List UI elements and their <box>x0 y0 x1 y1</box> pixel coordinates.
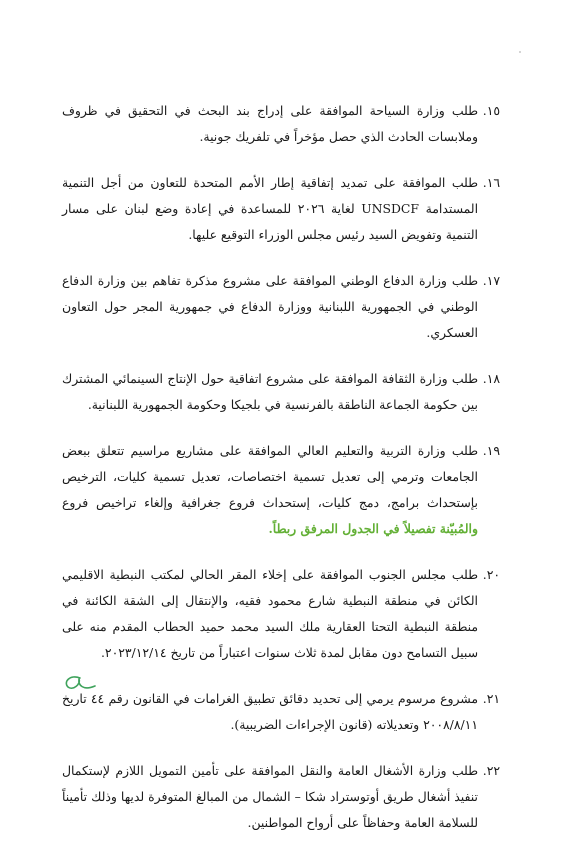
agenda-item-21 <box>62 686 500 738</box>
agenda-item-18 <box>62 366 500 418</box>
item-text: طلب الموافقة على تمديد إتفاقية إطار الأمم المتحدة للتعاون من أجل التنمية المستدامة UNSDCF لغاية ٢٠٢٦ للمساعدة في إعادة وضع لبنان على مسار التنمية وتفويض السيد رئيس مجلس الوزراء التوقيع عليها. <box>62 175 479 242</box>
item-text: طلب وزارة الثقافة الموافقة على مشروع اتفاقية حول الإنتاج السينمائي المشترك بين حكومة الجماعة الناطقة بالفرنسية في بلجيكا وحكومة الجمهورية اللبنانية. <box>62 371 478 412</box>
highlighted-reference: والمُبيّنة تفصيلاً في الجدول المرفق ربطاً. <box>268 521 478 536</box>
agenda-item-19 <box>62 438 500 542</box>
item-number: ٢١. <box>482 691 500 706</box>
item-text: مشروع مرسوم يرمي إلى تحديد دقائق تطبيق الغرامات في القانون رقم ٤٤ تاريخ ٢٠٠٨/٨/١١ وتعديلاته (قانون الإجراءات الضريبية). <box>62 691 478 732</box>
item-number: ٢٠. <box>482 567 500 582</box>
item-number: ١٩. <box>482 443 500 458</box>
agenda-item-20 <box>62 562 500 666</box>
item-text: طلب وزارة الدفاع الوطني الموافقة على مشروع مذكرة تفاهم بين وزارة الدفاع الوطني في الجمهورية اللبنانية ووزارة الدفاع في جمهورية المجر حول التعاون العسكري. <box>62 273 478 340</box>
item-number: ٢٢. <box>482 763 500 778</box>
agenda-item-17 <box>62 268 500 346</box>
agenda-item-15 <box>62 98 500 150</box>
item-number: ١٨. <box>482 371 500 386</box>
agenda-item-22 <box>62 758 500 836</box>
handwritten-initials-icon <box>60 672 98 696</box>
item-number: ١٧. <box>482 273 500 288</box>
agenda-item-16 <box>62 170 500 248</box>
agenda-list <box>62 98 500 856</box>
item-text: طلب مجلس الجنوب الموافقة على إخلاء المقر الحالي لمكتب النبطية الاقليمي الكائن في منطقة النبطية شارع محمود فقيه، والإنتقال إلى الشقة الكائنة في منطقة النبطية التحتا العقارية ملك السيد محمد حميد الحطاب المقدم منه على سبيل التسامح دون مقابل لمدة ثلاث سنوات اعتباراً من تاريخ ٢٠٢٣/١٢/١٤. <box>62 567 478 660</box>
page-dot-mark <box>519 51 521 53</box>
item-text: طلب وزارة السياحة الموافقة على إدراج بند البحث في التحقيق في ظروف وملابسات الحادث الذي حصل مؤخراً في تلفريك جونية. <box>62 103 478 144</box>
item-text: طلب وزارة التربية والتعليم العالي الموافقة على مشاريع مراسيم تتعلق ببعض الجامعات وترمي إلى تعديل تسمية اختصاصات، تعديل تسمية كليات، الترخيص بإستحداث برامج، دمج كليات، إستحداث فروع جغرافية وإلغاء تراخيص فروع <box>62 443 478 510</box>
item-number: ١٦. <box>482 175 500 190</box>
item-text: طلب وزارة الأشغال العامة والنقل الموافقة على تأمين التمويل اللازم لإستكمال تنفيذ أشغال طريق أوتوستراد شكا – الشمال من المبالغ المتوفرة لديها وذلك تأميناً للسلامة العامة وحفاظاً على أرواح المواطنين. <box>62 763 478 830</box>
item-number: ١٥. <box>482 103 500 118</box>
